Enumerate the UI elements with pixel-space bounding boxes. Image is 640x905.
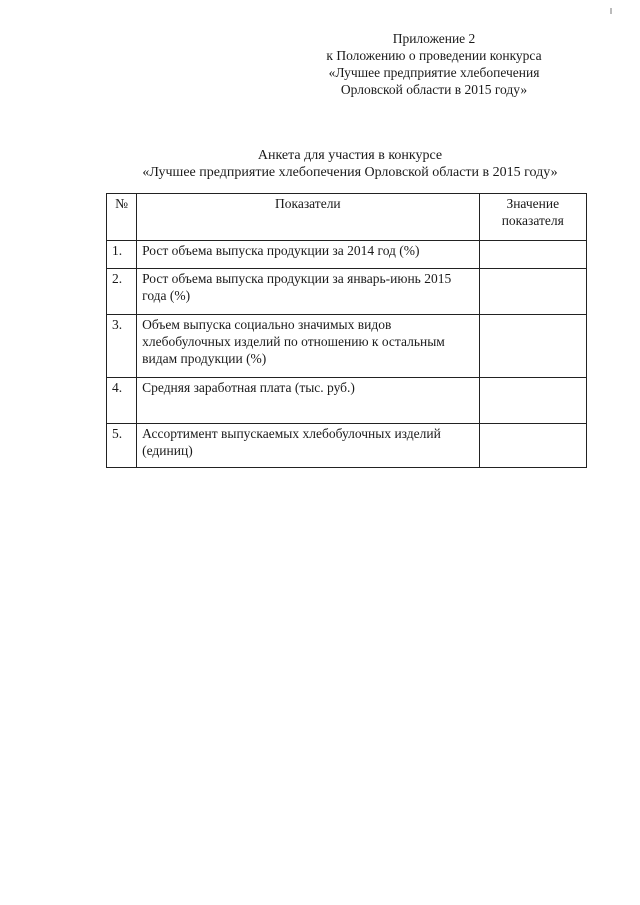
header-number: №: [107, 194, 137, 241]
row-indicator: Рост объема выпуска продукции за 2014 год (%): [137, 241, 479, 269]
row-value-cell[interactable]: [479, 315, 586, 378]
row-indicator: Рост объема выпуска продукции за январь-июнь 2015 года (%): [137, 269, 479, 315]
row-value-cell[interactable]: [479, 269, 586, 315]
row-value-cell[interactable]: [479, 424, 586, 468]
row-indicator: Ассортимент выпускаемых хлебобулочных изделий (единиц): [137, 424, 479, 468]
row-number: 2.: [107, 269, 137, 315]
row-number: 4.: [107, 378, 137, 424]
document-title: [0, 147, 640, 181]
table-row: [107, 315, 587, 378]
row-value-cell[interactable]: [479, 378, 586, 424]
header-indicator: Показатели: [137, 194, 479, 241]
row-number: 5.: [107, 424, 137, 468]
table-row: [107, 241, 587, 269]
scan-mark: [610, 8, 612, 14]
table-row: [107, 378, 587, 424]
title-line: Анкета для участия в конкурсе: [257, 148, 443, 163]
appendix-line: к Положению о проведении конкурса: [326, 48, 542, 63]
row-number: 1.: [107, 241, 137, 269]
appendix-line: «Лучшее предприятие хлебопечения: [328, 65, 540, 80]
title-line: «Лучшее предприятие хлебопечения Орловской области в 2015 году»: [142, 165, 558, 180]
header-value: Значение показателя: [479, 194, 586, 241]
row-indicator: Средняя заработная плата (тыс. руб.): [137, 378, 479, 424]
table-row: [107, 424, 587, 468]
table-header-row: [107, 194, 587, 241]
appendix-header: [284, 30, 584, 98]
appendix-line: Приложение 2: [392, 31, 476, 46]
table-row: [107, 269, 587, 315]
row-indicator: Объем выпуска социально значимых видов хлебобулочных изделий по отношению к остальным видам продукции (%): [137, 315, 479, 378]
appendix-line: Орловской области в 2015 году»: [340, 82, 528, 97]
row-number: 3.: [107, 315, 137, 378]
questionnaire-table: [106, 193, 587, 468]
row-value-cell[interactable]: [479, 241, 586, 269]
